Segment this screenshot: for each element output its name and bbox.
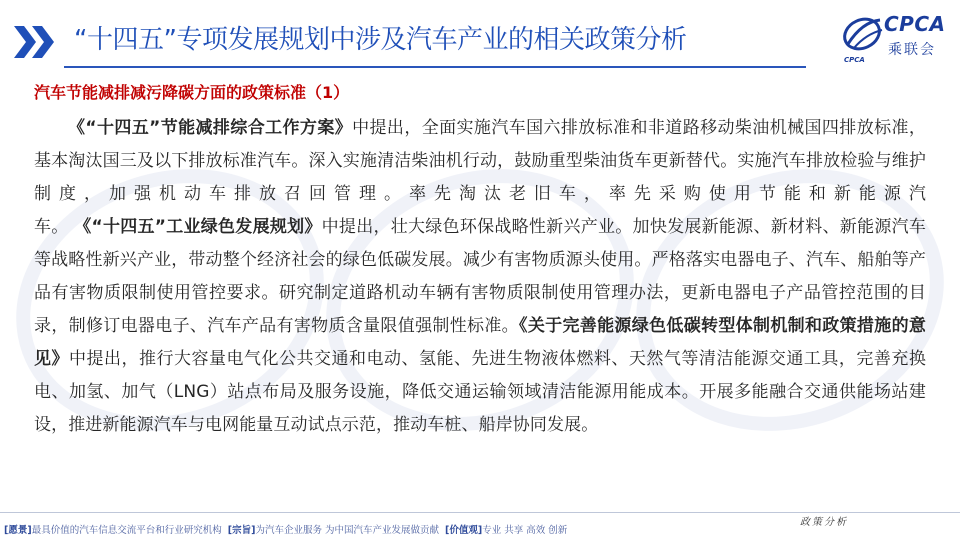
footer-section-label: 政策分析 bbox=[800, 517, 848, 528]
footer-values: 专业 共享 高效 创新 bbox=[482, 525, 568, 536]
footer-mission bbox=[4, 522, 567, 536]
policy-text-3: 中提出，推行大容量电气化公共交通和电动、氢能、先进生物液体燃料、天然气等清洁能源交通工具，完善充换电、加氢、加气（LNG）站点布局及服务设施，降低交通运输领域清洁能源用能成本。开展多能融合交通供能场站建设，推进新能源汽车与电网能量互动试点示范，推动车桩、船岸协同发展。 bbox=[34, 349, 926, 435]
policy-doc-title-2: 《“十四五”工业绿色发展规划》 bbox=[74, 217, 322, 237]
policy-doc-title-1: 《“十四五”节能减排综合工作方案》 bbox=[68, 118, 353, 138]
slide-header bbox=[0, 0, 960, 72]
logo-small-text: CPCA bbox=[844, 56, 865, 64]
footer-vision-tag: [愿景] bbox=[4, 525, 32, 536]
section-subtitle: 汽车节能减排减污降碳方面的政策标准（1） bbox=[34, 83, 350, 102]
logo-chinese-name: 乘联会 bbox=[888, 42, 936, 58]
footer-vision: 最具价值的汽车信息交流平台和行业研究机构 bbox=[31, 525, 222, 536]
title-underline bbox=[64, 66, 806, 68]
policy-body-paragraph bbox=[34, 112, 926, 442]
cpca-logo bbox=[840, 12, 952, 68]
policy-text-1: 中提出，全面实施汽车国六排放标准和非道路移动柴油机械国四排放标准，基本淘汰国三及以下排放标准汽车。深入实施清洁柴油机行动，鼓励重型柴油货车更新替代。实施汽车排放检验与维护制度，加强机动车排放召回管理。率先淘汰老旧车，率先采购使用节能和新能源汽车。 bbox=[34, 118, 926, 237]
logo-wordmark: CPCA bbox=[884, 12, 946, 36]
policy-text-2: 中提出，壮大绿色环保战略性新兴产业。加快发展新能源、新材料、新能源汽车等战略性新兴产业，带动整个经济社会的绿色低碳发展。减少有害物质源头使用。严格落实电器电子、汽车、船舶等产品有害物质限制使用管控要求。研究制定道路机动车辆有害物质限制使用管理办法，更新电器电子产品管控范围的目录，制修订电器电子、汽车产品有害物质含量限值强制性标准。 bbox=[34, 217, 926, 336]
cpca-emblem-icon bbox=[840, 14, 886, 56]
double-chevron-icon bbox=[12, 22, 56, 62]
page-title: “十四五”专项发展规划中涉及汽车产业的相关政策分析 bbox=[74, 25, 687, 55]
footer-purpose: 为汽车企业服务 为中国汽车产业发展做贡献 bbox=[255, 525, 439, 536]
footer-purpose-tag: [宗旨] bbox=[227, 525, 256, 536]
footer-values-tag: [价值观] bbox=[445, 525, 483, 536]
policy-doc-title-3: 《关于完善能源绿色低碳转型体制机制和政策措施的意见》 bbox=[34, 316, 926, 369]
